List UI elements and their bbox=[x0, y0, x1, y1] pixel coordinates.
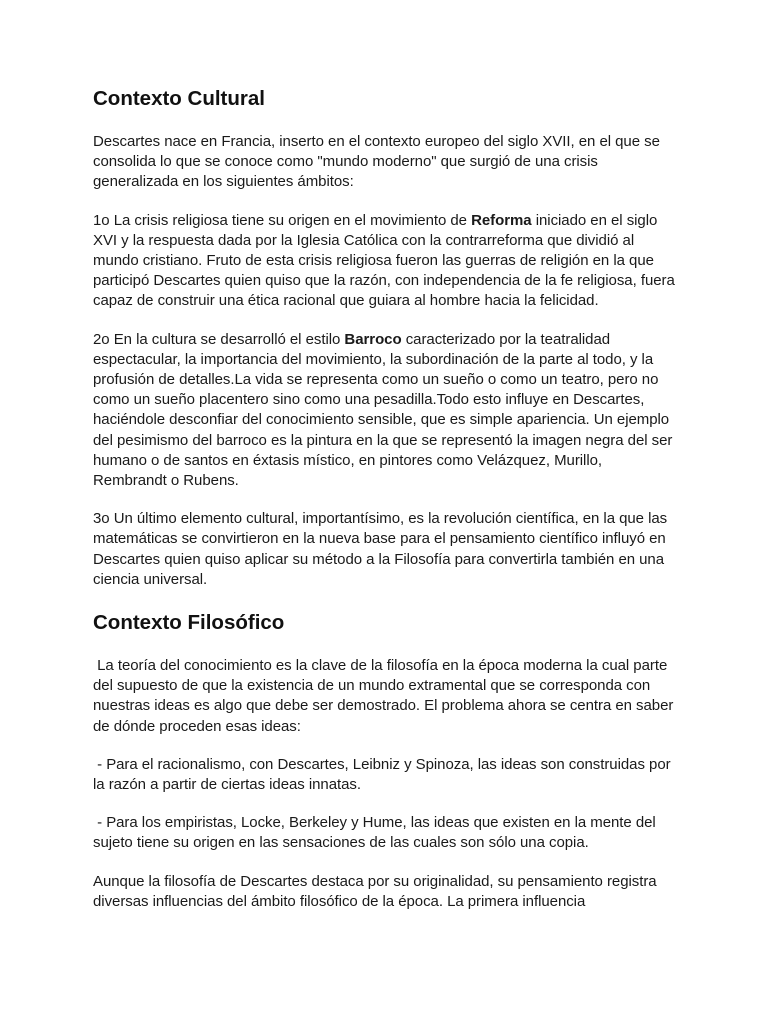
heading-contexto-filosofico: Contexto Filosófico bbox=[93, 611, 285, 635]
bold-term-reforma: Reforma bbox=[471, 211, 532, 229]
paragraph-racionalismo: - Para el racionalismo, con Descartes, Leibniz y Spinoza, las ideas son construidas por la razón a partir de ciertas ideas innatas. bbox=[93, 755, 675, 794]
paragraph-revolucion-cientifica: 3o Un último elemento cultural, importantísimo, es la revolución científica, en la que las matemáticas se convirtieron en la nueva base para el pensamiento científico influyó en Descartes quien quiso aplicar su método a la Filosofía para convertirla también en una ciencia universal. bbox=[93, 510, 668, 588]
paragraph-barroco-text-a: 2o En la cultura se desarrolló el estilo bbox=[93, 330, 345, 348]
bold-term-barroco: Barroco bbox=[344, 330, 402, 348]
paragraph-barroco bbox=[93, 330, 678, 492]
paragraph-crisis-religiosa bbox=[93, 211, 678, 312]
heading-contexto-cultural: Contexto Cultural bbox=[93, 87, 265, 110]
paragraph-teoria-conocimiento: La teoría del conocimiento es la clave de la filosofía en la época moderna la cual parte del supuesto de que la existencia de un mundo extramental que se corresponda con nuestras ideas es algo que debe ser demostrado. El problema ahora se centra en saber de dónde proceden esas ideas: bbox=[93, 657, 678, 735]
paragraph-crisis-religiosa-text-a: 1o La crisis religiosa tiene su origen en el movimiento de bbox=[93, 211, 472, 229]
document-page bbox=[93, 86, 678, 912]
paragraph-crisis-religiosa-text-b: iniciado en el siglo XVI y la respuesta dada por la Iglesia Católica con la contrarreforma que dividió al mundo cristiano. Fruto de esta crisis religiosa fueron las guerras de religión en la que participó Descartes quien quiso que la razón, con independencia de la fe religiosa, fuera capaz de construir una ética racional que guiara al hombre hacia la felicidad. bbox=[93, 211, 675, 310]
paragraph-barroco-text-b: caracterizado por la teatralidad espectacular, la importancia del movimiento, la subordinación de la parte al todo, y la profusión de detalles.La vida se representa como un sueño o como un teatro, pero no como un sueño placentero sino como una pesadilla.Todo esto influye en Descartes, haciéndole desconfiar del conocimiento sensible, que es simple apariencia. Un ejemplo del pesimismo del barroco es la pintura en la que se representó la imagen negra del ser humano o de santos en éxtasis místico, en pintores como Velázquez, Murillo, Rembrandt o Rubens. bbox=[93, 330, 673, 490]
paragraph-empirismo: - Para los empiristas, Locke, Berkeley y Hume, las ideas que existen en la mente del sujeto tiene su origen en las sensaciones de las cuales son sólo una copia. bbox=[93, 814, 660, 852]
paragraph-influencias: Aunque la filosofía de Descartes destaca por su originalidad, su pensamiento registra diversas influencias del ámbito filosófico de la época. La primera influencia bbox=[93, 872, 657, 910]
paragraph-intro: Descartes nace en Francia, inserto en el contexto europeo del siglo XVII, en el que se consolida lo que se conoce como "mundo moderno" que surgió de una crisis generalizada en los siguientes ámbitos: bbox=[93, 133, 660, 191]
